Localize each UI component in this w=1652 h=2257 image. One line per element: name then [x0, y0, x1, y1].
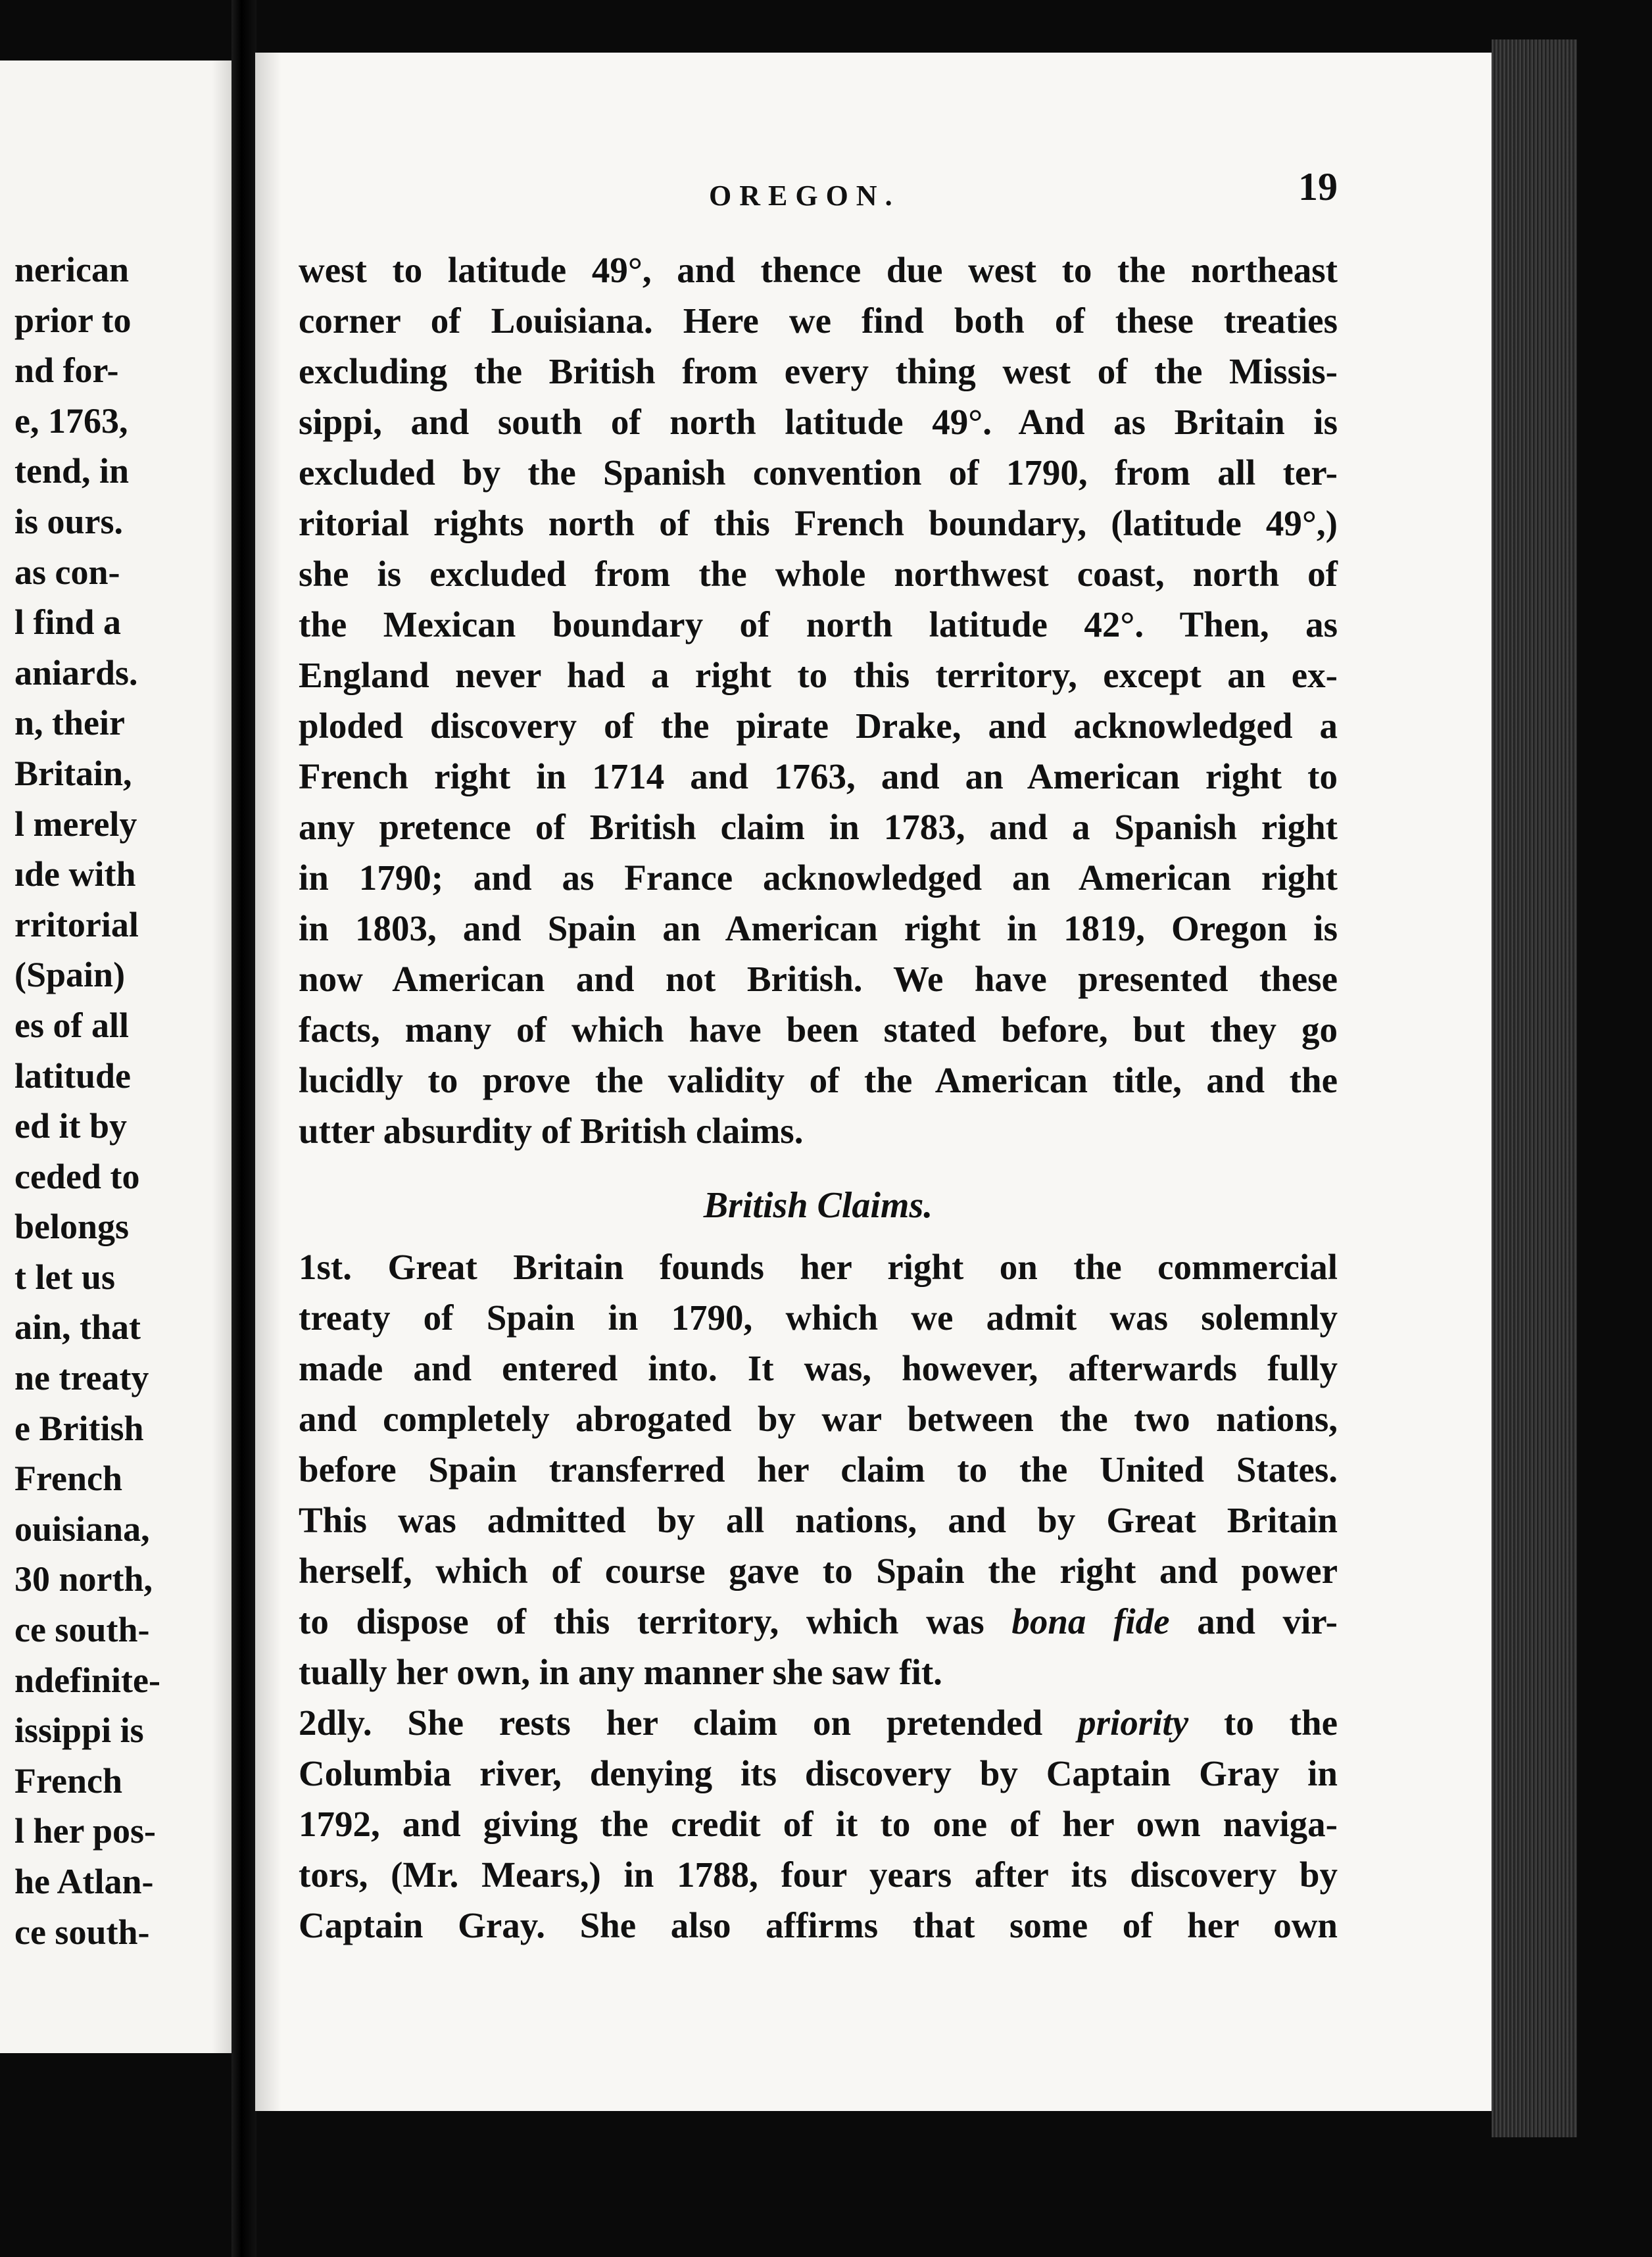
left-page-line-text: es of all: [14, 1005, 129, 1045]
text-line: in 1790; and as France acknowledged an American right: [299, 858, 1338, 898]
page-body: [299, 245, 1338, 1951]
left-page-line: [14, 1302, 231, 1353]
left-page-line: [14, 950, 231, 1000]
right-page-gutter-shadow: [255, 53, 281, 2111]
left-page-line-text: ouisiana,: [14, 1509, 150, 1549]
left-page-line-text: e British: [14, 1408, 144, 1448]
left-page-line-text: (Spain): [14, 955, 126, 995]
left-page-line: [14, 1000, 231, 1051]
left-page-line-text: nd for-: [14, 351, 119, 391]
left-page-line-text: ed it by: [14, 1106, 128, 1146]
left-page-line: [14, 1353, 231, 1403]
left-page-line-text: ıde with: [14, 854, 136, 894]
text-line: before Spain transferred her claim to the United States.: [299, 1449, 1338, 1490]
left-page-line: [14, 1101, 231, 1152]
left-page-line: [14, 396, 231, 447]
left-page-line-text: t let us: [14, 1257, 115, 1297]
text-line: sippi, and south of north latitude 49°. And as Britain is: [299, 402, 1338, 442]
paragraph-oregon-title-summary: [299, 245, 1338, 1156]
left-page-line-text: ain, that: [14, 1307, 141, 1347]
left-page-line-text: aniards.: [14, 652, 138, 692]
text-line: ritorial rights north of this French boundary, (latitude 49°,): [299, 503, 1338, 543]
left-page-line: [14, 597, 231, 648]
left-page-line-text: ceded to: [14, 1156, 140, 1196]
left-page-line-text: French: [14, 1760, 122, 1801]
book-gutter: [231, 0, 256, 2257]
left-page-line-text: l find a: [14, 602, 122, 643]
text-line: tors, (Mr. Mears,) in 1788, four years after its discovery by: [299, 1855, 1338, 1895]
left-page-line: [14, 345, 231, 396]
left-page-line: [14, 245, 231, 295]
text-line: herself, which of course gave to Spain the right and power: [299, 1551, 1338, 1591]
left-page-line-text: belongs: [14, 1207, 130, 1247]
text-line: lucidly to prove the validity of the American title, and the: [299, 1060, 1338, 1100]
left-page-line: [14, 1252, 231, 1303]
left-page-line: [14, 1504, 231, 1555]
left-page-line-text: tend, in: [14, 451, 130, 491]
left-page-line-text: prior to: [14, 300, 132, 340]
text-line: French right in 1714 and 1763, and an American right to: [299, 756, 1338, 796]
left-page-line-text: ce south-: [14, 1610, 150, 1650]
text-line: 1792, and giving the credit of it to one of her own naviga-: [299, 1804, 1338, 1844]
text-line: [299, 1697, 1338, 1748]
paragraph-second-claim: [299, 1697, 1338, 1951]
left-page-line: [14, 1201, 231, 1252]
page-header: [255, 164, 1492, 224]
left-page-line: [14, 900, 231, 950]
text-line: excluded by the Spanish convention of 1790, from all ter-: [299, 452, 1338, 493]
left-page-line: [14, 849, 231, 900]
left-page-line-text: French: [14, 1459, 122, 1499]
page-number: 19: [1298, 165, 1338, 208]
left-page-line: [14, 648, 231, 698]
left-page-line: [14, 1655, 231, 1706]
left-page-line-text: Britain,: [14, 753, 132, 793]
text-line: 1st. Great Britain founds her right on the commercial: [299, 1247, 1338, 1287]
text-line: corner of Louisiana. Here we find both of these treaties: [299, 301, 1338, 341]
text-line: England never had a right to this territory, except an ex-: [299, 655, 1338, 695]
italic-term-bona-fide: bona fide: [1011, 1601, 1170, 1641]
left-page-line: [14, 1403, 231, 1454]
text-line: ploded discovery of the pirate Drake, and acknowledged a: [299, 706, 1338, 746]
text-run: to dispose of this territory, which was: [299, 1601, 1012, 1641]
left-page-line: [14, 446, 231, 497]
left-page-line-text: nerican: [14, 250, 129, 289]
left-page-line-text: rritorial: [14, 904, 139, 944]
left-page-line-text: latitude: [14, 1056, 132, 1096]
left-page-line: [14, 1051, 231, 1102]
text-line: made and entered into. It was, however, afterwards fully: [299, 1348, 1338, 1388]
section-heading: British Claims.: [703, 1185, 933, 1226]
text-line: Captain Gray. She also affirms that some of her own: [299, 1905, 1338, 1945]
text-line: Columbia river, denying its discovery by Captain Gray in: [299, 1753, 1338, 1793]
left-page-line: [14, 1453, 231, 1504]
text-line: facts, many of which have been stated before, but they go: [299, 1009, 1338, 1050]
left-page-line-text: as con-: [14, 552, 120, 592]
text-line: This was admitted by all nations, and by Great Britain: [299, 1500, 1338, 1540]
left-page-line: [14, 1857, 231, 1907]
left-page-line: [14, 799, 231, 850]
text-line: excluding the British from every thing west of the Missis-: [299, 351, 1338, 391]
left-page-line-text: 30 north,: [14, 1559, 153, 1599]
left-page-line: [14, 1705, 231, 1756]
paragraph-first-claim: [299, 1242, 1338, 1697]
left-page-line: [14, 295, 231, 346]
running-head: OREGON.: [709, 180, 900, 212]
text-line: the Mexican boundary of north latitude 42°. Then, as: [299, 604, 1338, 644]
left-page-line-text: n, their: [14, 703, 125, 743]
left-page-line: [14, 1605, 231, 1655]
text-run: to the: [1188, 1703, 1338, 1743]
text-run: 2dly. She rests her claim on pretended: [299, 1703, 1079, 1743]
left-page-line-text: he Atlan-: [14, 1862, 154, 1901]
book-page-edges: [1492, 39, 1577, 2137]
left-page-line: [14, 547, 231, 598]
text-line: tually her own, in any manner she saw fit.: [299, 1652, 942, 1692]
left-page-line: [14, 1554, 231, 1605]
left-page-line: [14, 1806, 231, 1857]
left-page-text: [14, 245, 231, 1957]
left-page-line: [14, 1152, 231, 1202]
right-page: [255, 53, 1492, 2111]
text-line: she is excluded from the whole northwest coast, north of: [299, 554, 1338, 594]
text-run: and vir-: [1169, 1601, 1338, 1641]
left-page-line: [14, 1756, 231, 1807]
text-line: utter absurdity of British claims.: [299, 1111, 804, 1151]
left-page-line: [14, 698, 231, 748]
text-line: in 1803, and Spain an American right in 1819, Oregon is: [299, 908, 1338, 948]
left-page-line: [14, 1907, 231, 1958]
left-page-line-text: l merely: [14, 804, 137, 844]
left-page-line-text: e, 1763,: [14, 400, 128, 441]
text-line: now American and not British. We have presented these: [299, 959, 1338, 999]
left-page-line-text: ce south-: [14, 1912, 150, 1952]
left-facing-page: [0, 61, 231, 2053]
left-page-line-text: ndefinite-: [14, 1660, 160, 1700]
left-page-line-text: issippi is: [14, 1711, 144, 1751]
left-page-gutter-shadow: [212, 61, 231, 2053]
text-line: west to latitude 49°, and thence due west to the northeast: [299, 250, 1338, 290]
left-page-line-text: ne treaty: [14, 1358, 149, 1398]
left-page-line-text: is ours.: [14, 501, 124, 541]
text-line: treaty of Spain in 1790, which we admit was solemnly: [299, 1298, 1338, 1338]
left-page-line-text: l her pos-: [14, 1811, 157, 1851]
left-page-line: [14, 497, 231, 547]
text-line: and completely abrogated by war between the two nations,: [299, 1399, 1338, 1439]
left-page-line: [14, 748, 231, 799]
italic-term-priority: priority: [1078, 1703, 1189, 1743]
text-line: [299, 1596, 1338, 1647]
text-line: any pretence of British claim in 1783, and a Spanish right: [299, 807, 1338, 847]
